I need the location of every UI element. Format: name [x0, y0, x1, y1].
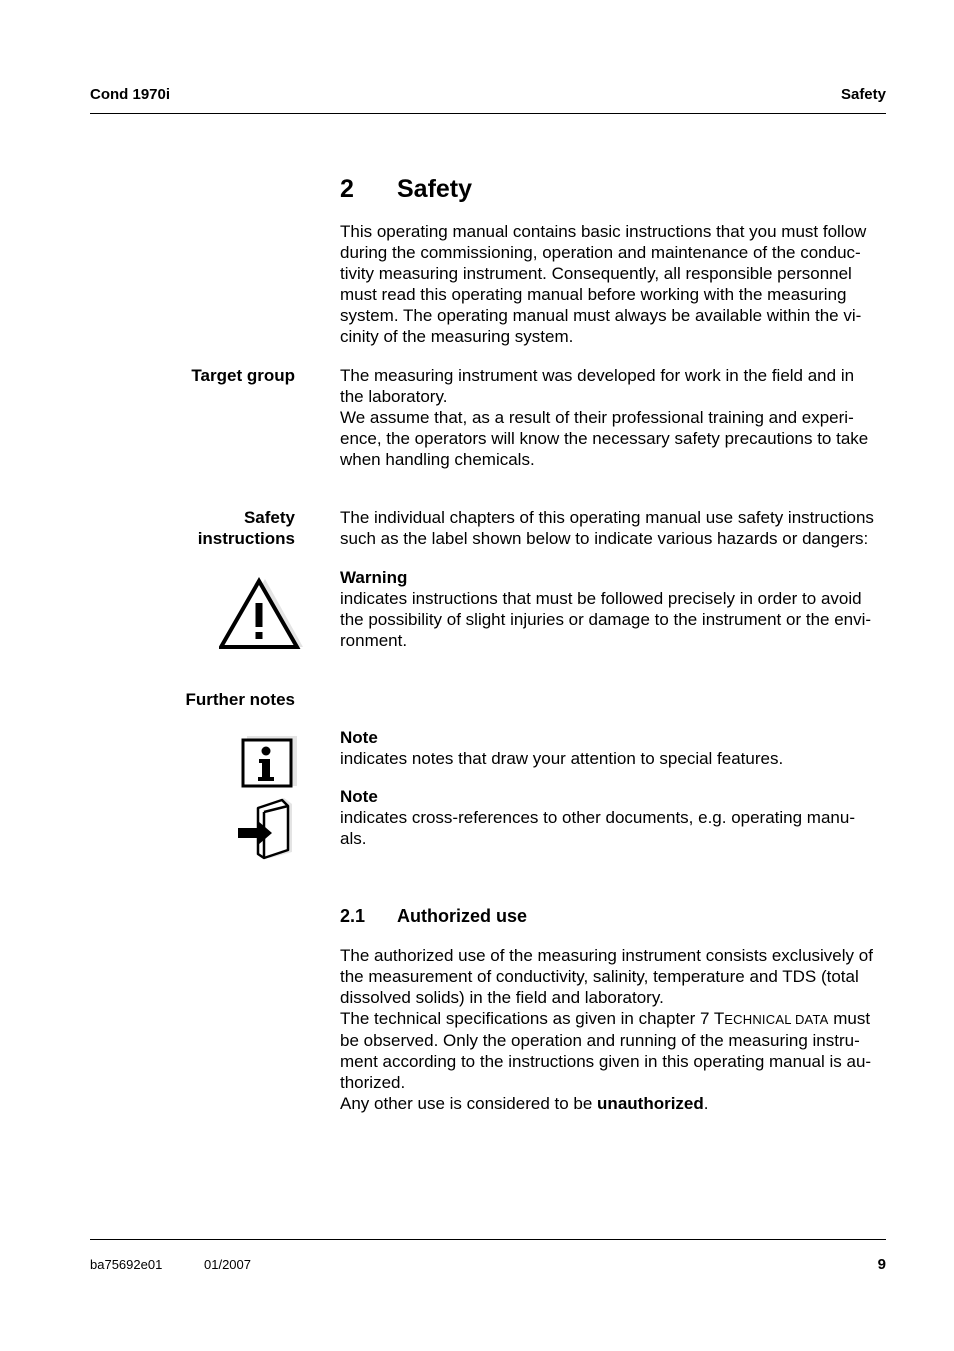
label-line: instructions — [197, 529, 295, 548]
text-line: must read this operating manual before working with the measuring — [340, 285, 847, 304]
text-line: ronment. — [340, 631, 408, 650]
emphasis-text: unauthorized — [597, 1094, 704, 1113]
footer-document-code: ba75692e01 — [90, 1257, 163, 1272]
text-line: the laboratory. — [340, 387, 448, 406]
text-line: the measurement of conductivity, salinity, temperature and TDS (total — [340, 967, 859, 986]
section-heading — [340, 906, 527, 927]
warning-title: Warning — [340, 568, 408, 587]
text-line: system. The operating manual must always be available within the vi- — [340, 306, 862, 325]
text-line-technical-data — [340, 1008, 886, 1030]
section-title: Authorized use — [397, 906, 528, 926]
target-group-label: Target group — [191, 366, 295, 385]
text-line-unauthorized — [340, 1093, 886, 1114]
text-line: The measuring instrument was developed for work in the field and in — [340, 366, 855, 385]
cross-reference-text: ECHNICAL DATA — [724, 1012, 829, 1027]
note-title: Note — [340, 728, 378, 747]
warning-block — [340, 567, 886, 651]
text-line: ment according to the instructions given in this operating manual is au- — [340, 1052, 872, 1071]
text-fragment: Any other use is considered to be — [340, 1094, 598, 1113]
text-line: indicates cross-references to other documents, e.g. operating manu- — [340, 808, 855, 827]
text-line: This operating manual contains basic instructions that you must follow — [340, 222, 867, 241]
note-title: Note — [340, 787, 378, 806]
text-line: als. — [340, 829, 367, 848]
section-number: 2.1 — [340, 906, 366, 926]
text-line: such as the label shown below to indicate various hazards or dangers: — [340, 529, 869, 548]
header-document-title: Cond 1970i — [90, 86, 171, 103]
warning-triangle-icon — [219, 575, 303, 656]
text-line: be observed. Only the operation and running of the measuring instru- — [340, 1031, 860, 1050]
safety-instructions-paragraph — [340, 507, 886, 549]
text-line: ence, the operators will know the necessary safety precautions to take — [340, 429, 869, 448]
text-line: indicates notes that draw your attention to special features. — [340, 749, 784, 768]
text-line: when handling chemicals. — [340, 450, 535, 469]
authorized-use-paragraph — [340, 945, 886, 1114]
intro-paragraph — [340, 221, 886, 347]
text-fragment: The technical specifications as given in chapter 7 — [340, 1009, 714, 1028]
book-reference-icon — [236, 796, 296, 865]
footer-date: 01/2007 — [204, 1257, 251, 1272]
label-line: Safety — [243, 508, 295, 527]
chapter-title: Safety — [397, 175, 473, 203]
chapter-heading — [340, 175, 472, 204]
chapter-number: 2 — [340, 175, 354, 203]
target-group-paragraph — [340, 365, 886, 470]
text-line: The individual chapters of this operating manual use safety instructions — [340, 508, 874, 527]
info-icon — [241, 734, 297, 793]
text-line: cinity of the measuring system. — [340, 327, 574, 346]
page-number: 9 — [877, 1256, 886, 1273]
text-line: tivity measuring instrument. Consequently, all responsible personnel — [340, 264, 852, 283]
text-line: the possibility of slight injuries or damage to the instrument or the envi- — [340, 610, 872, 629]
text-line: indicates instructions that must be followed precisely in order to avoid — [340, 589, 862, 608]
text-line: The authorized use of the measuring instrument consists exclusively of — [340, 946, 873, 965]
footer-rule — [90, 1239, 886, 1240]
header-rule — [90, 113, 886, 114]
note-info-block — [340, 727, 886, 769]
text-line: We assume that, as a result of their professional training and experi- — [340, 408, 854, 427]
text-line: thorized. — [340, 1073, 406, 1092]
text-fragment: . — [703, 1094, 709, 1113]
header-section-title: Safety — [840, 86, 886, 103]
cross-reference-text: T — [713, 1009, 725, 1028]
safety-instructions-label — [198, 507, 295, 549]
note-reference-block — [340, 786, 886, 849]
further-notes-label: Further notes — [185, 690, 295, 709]
text-line: during the commissioning, operation and maintenance of the conduc- — [340, 243, 861, 262]
text-fragment: must — [828, 1009, 871, 1028]
text-line: dissolved solids) in the field and laboratory. — [340, 988, 664, 1007]
